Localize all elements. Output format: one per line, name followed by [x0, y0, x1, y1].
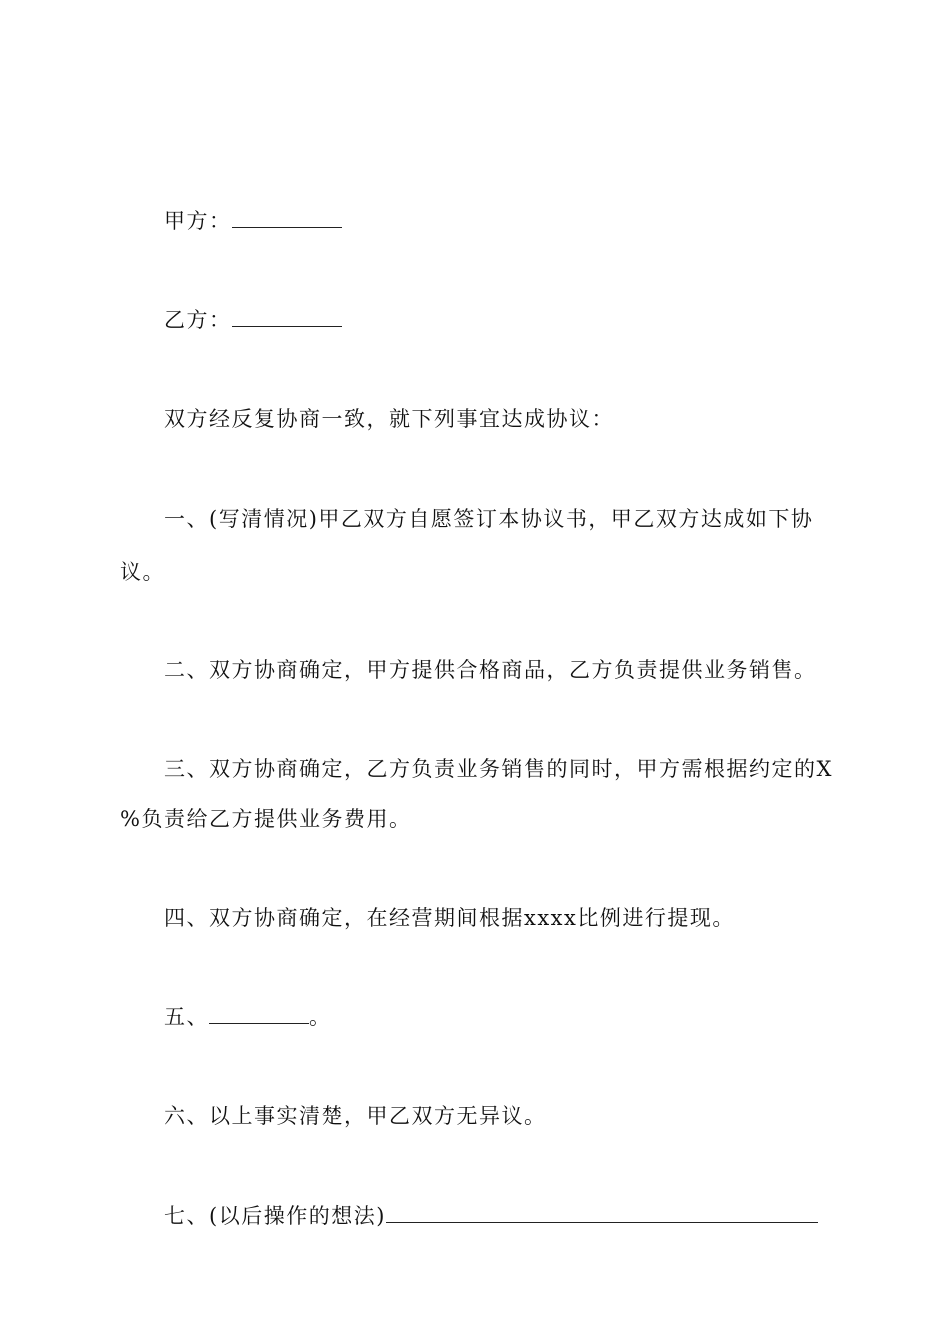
party-a-label: 甲方： [164, 209, 232, 233]
clause-5-prefix: 五、 [164, 1005, 209, 1029]
clause-4: 四、双方协商确定，在经营期间根据xxxx比例进行提现。 [164, 906, 735, 930]
clause-1-line-1: 一、(写清情况)甲乙双方自愿签订本协议书，甲乙双方达成如下协 [164, 507, 814, 531]
clause-3-line-2: %负责给乙方提供业务费用。 [120, 807, 412, 831]
party-a-blank [232, 207, 342, 228]
party-b-blank [232, 306, 342, 327]
clause-3-line-1: 三、双方协商确定，乙方负责业务销售的同时，甲方需根据约定的X [164, 757, 833, 781]
intro-paragraph: 双方经反复协商一致，就下列事宜达成协议： [164, 407, 614, 431]
clause-7-blank [386, 1202, 818, 1223]
party-b-label: 乙方： [164, 308, 232, 332]
clause-7-prefix: 七、(以后操作的想法) [164, 1204, 386, 1228]
clause-7-line [164, 1201, 884, 1231]
clause-1-line-2: 议。 [120, 560, 165, 584]
party-a-line [164, 206, 884, 236]
clause-5-line [164, 1002, 884, 1032]
clause-2: 二、双方协商确定，甲方提供合格商品，乙方负责提供业务销售。 [164, 658, 817, 682]
clause-5-blank [209, 1003, 309, 1024]
clause-6: 六、以上事实清楚，甲乙双方无异议。 [164, 1104, 547, 1128]
clause-5-suffix: 。 [309, 1005, 332, 1029]
party-b-line [164, 305, 884, 335]
